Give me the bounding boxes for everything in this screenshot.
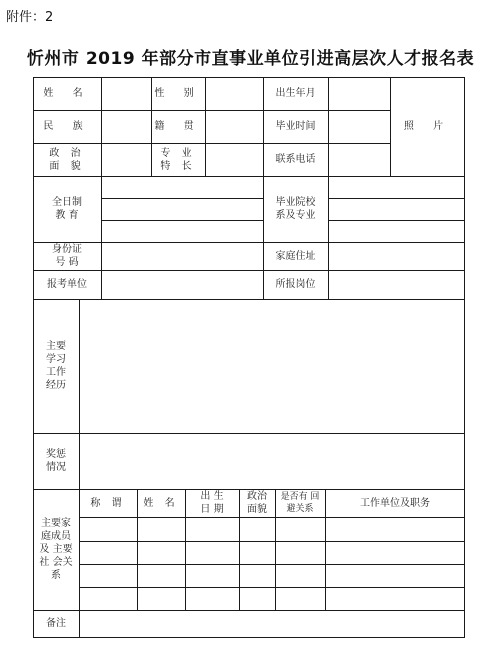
table-border-left [33, 77, 34, 638]
label-home-address: 家庭住址 [275, 250, 316, 262]
grid-line [101, 198, 263, 199]
grid-line [205, 77, 206, 176]
grid-line [101, 220, 263, 221]
label-ethnicity: 民 族 [43, 121, 91, 132]
attachment-label: 附件：2 [6, 10, 54, 25]
label-full-time-education: 全日制 教 育 [52, 197, 82, 221]
label-gender: 性 别 [154, 88, 202, 99]
label-name: 姓 名 [43, 88, 91, 99]
form-title: 忻州市 2019 年部分市直事业单位引进高层次人才报名表 [26, 49, 475, 69]
grid-line [33, 242, 465, 243]
column-header-workplace-position: 工作单位及职务 [360, 497, 430, 509]
label-apply-post: 所报岗位 [275, 279, 316, 290]
table-border-bottom [33, 637, 465, 638]
label-political-status: 政 治 面 貌 [49, 147, 85, 172]
grid-line [101, 77, 102, 176]
grid-line [33, 610, 465, 611]
grid-line [33, 433, 465, 434]
label-work-history: 主要 学习 工作 经历 [46, 341, 66, 391]
grid-line [275, 489, 276, 610]
grid-line [33, 299, 465, 300]
grid-line [101, 176, 102, 299]
label-id-number: 身份证 号 码 [52, 244, 82, 268]
label-apply-unit: 报考单位 [47, 279, 87, 290]
label-birth-date: 出生年月 [275, 88, 316, 99]
label-specialty: 专 业 特 长 [160, 147, 196, 172]
column-header-political-status: 政治 面貌 [247, 491, 267, 515]
label-native-place: 籍 贯 [154, 121, 202, 132]
grid-line [239, 489, 240, 610]
grid-line [328, 77, 329, 176]
label-rewards-penalties: 奖惩 情况 [46, 449, 66, 473]
grid-line [328, 176, 329, 299]
column-header-birth-date: 出 生 日 期 [200, 491, 224, 515]
label-phone: 联系电话 [275, 154, 316, 165]
label-school-major: 毕业院校 系及专业 [275, 197, 316, 221]
column-header-title: 称 谓 [90, 497, 126, 509]
label-remarks: 备注 [46, 618, 66, 629]
column-header-avoidance: 是否有 回避关系 [280, 492, 320, 514]
grid-line [328, 198, 465, 199]
grid-line [328, 220, 465, 221]
label-family-relations: 主要家 庭成员 及 主要社 会关系 [39, 518, 73, 581]
label-graduation-time: 毕业时间 [275, 121, 316, 132]
grid-line [33, 176, 465, 177]
column-header-name: 姓 名 [143, 497, 179, 509]
label-photo: 照 片 [403, 121, 452, 132]
grid-line [79, 299, 80, 638]
grid-line [185, 489, 186, 610]
registration-form-table [33, 77, 465, 638]
